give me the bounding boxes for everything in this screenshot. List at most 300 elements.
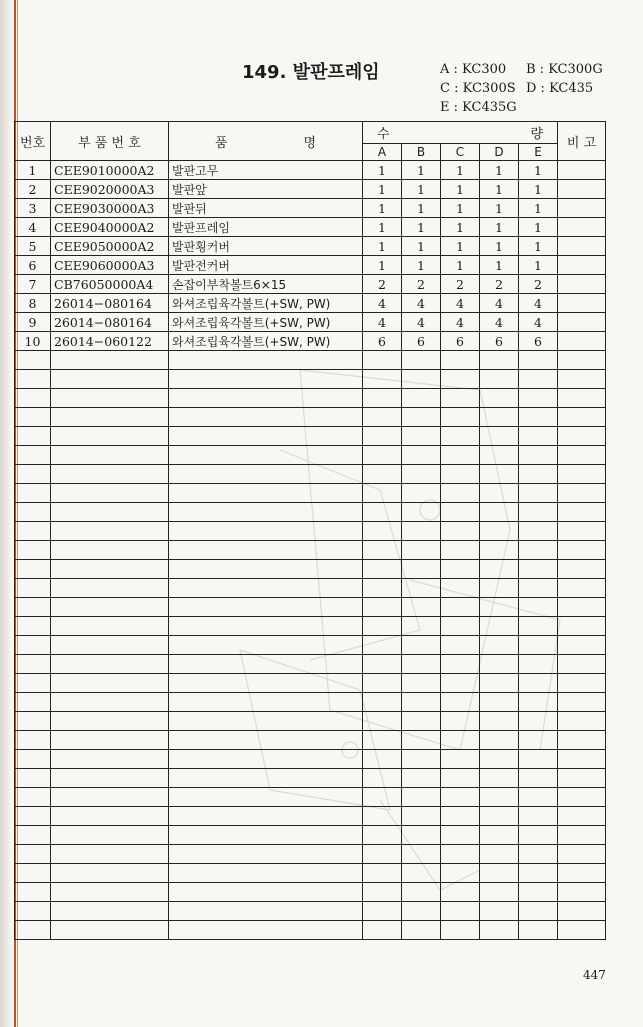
cell-name	[169, 750, 363, 769]
cell-remarks	[558, 636, 606, 655]
cell-no	[15, 446, 51, 465]
cell-qty-e	[519, 712, 558, 731]
cell-remarks	[558, 427, 606, 446]
cell-name: 발판프레임	[169, 218, 363, 237]
table-row-empty	[15, 446, 606, 465]
table-row-empty	[15, 484, 606, 503]
cell-qty-b	[402, 883, 441, 902]
cell-qty-c	[441, 389, 480, 408]
cell-qty-c	[441, 370, 480, 389]
cell-remarks	[558, 275, 606, 294]
cell-qty-a: 1	[363, 256, 402, 275]
cell-no	[15, 883, 51, 902]
cell-part-no	[51, 579, 169, 598]
cell-qty-e	[519, 579, 558, 598]
cell-part-no	[51, 598, 169, 617]
cell-qty-a	[363, 465, 402, 484]
table-row-empty	[15, 902, 606, 921]
cell-qty-e	[519, 769, 558, 788]
cell-part-no: CEE9060000A3	[51, 256, 169, 275]
cell-name: 발판전커버	[169, 256, 363, 275]
cell-qty-d: 1	[480, 218, 519, 237]
cell-no	[15, 731, 51, 750]
cell-qty-a	[363, 617, 402, 636]
cell-part-no	[51, 427, 169, 446]
cell-part-no: CB76050000A4	[51, 275, 169, 294]
cell-remarks	[558, 826, 606, 845]
cell-remarks	[558, 294, 606, 313]
cell-no: 1	[15, 161, 51, 180]
cell-qty-d: 1	[480, 180, 519, 199]
cell-qty-e	[519, 408, 558, 427]
cell-qty-e	[519, 446, 558, 465]
cell-no	[15, 769, 51, 788]
table-row-empty	[15, 845, 606, 864]
cell-qty-d	[480, 446, 519, 465]
cell-qty-b	[402, 750, 441, 769]
cell-qty-b	[402, 636, 441, 655]
cell-qty-c	[441, 807, 480, 826]
cell-qty-b	[402, 826, 441, 845]
cell-no	[15, 693, 51, 712]
cell-remarks	[558, 674, 606, 693]
cell-qty-a	[363, 370, 402, 389]
cell-qty-b: 1	[402, 237, 441, 256]
header-part-no: 부 품 번 호	[51, 122, 169, 161]
table-row-empty	[15, 370, 606, 389]
table-row	[15, 161, 606, 180]
cell-qty-c: 6	[441, 332, 480, 351]
cell-qty-b	[402, 427, 441, 446]
cell-part-no	[51, 541, 169, 560]
cell-name	[169, 579, 363, 598]
cell-qty-a	[363, 788, 402, 807]
cell-part-no	[51, 484, 169, 503]
cell-qty-c	[441, 883, 480, 902]
cell-qty-a: 4	[363, 294, 402, 313]
cell-qty-a	[363, 693, 402, 712]
table-row-empty	[15, 598, 606, 617]
cell-qty-a: 6	[363, 332, 402, 351]
cell-remarks	[558, 446, 606, 465]
cell-name	[169, 902, 363, 921]
cell-qty-e	[519, 522, 558, 541]
cell-name	[169, 769, 363, 788]
cell-qty-a	[363, 864, 402, 883]
cell-qty-d	[480, 370, 519, 389]
cell-part-no: 26014−080164	[51, 294, 169, 313]
cell-part-no	[51, 807, 169, 826]
cell-name	[169, 693, 363, 712]
cell-qty-e	[519, 636, 558, 655]
cell-qty-e	[519, 788, 558, 807]
cell-qty-d	[480, 522, 519, 541]
cell-qty-c	[441, 693, 480, 712]
cell-name	[169, 446, 363, 465]
cell-qty-a	[363, 921, 402, 940]
cell-qty-d	[480, 674, 519, 693]
cell-qty-e	[519, 370, 558, 389]
cell-qty-c	[441, 788, 480, 807]
cell-qty-b	[402, 370, 441, 389]
cell-name	[169, 598, 363, 617]
cell-part-no	[51, 446, 169, 465]
cell-qty-e	[519, 921, 558, 940]
cell-qty-c	[441, 484, 480, 503]
cell-qty-c: 1	[441, 180, 480, 199]
table-row	[15, 199, 606, 218]
header-name	[169, 122, 363, 161]
cell-qty-c	[441, 655, 480, 674]
model-legend-c: C : KC300S	[440, 81, 516, 96]
cell-part-no	[51, 883, 169, 902]
cell-qty-e	[519, 541, 558, 560]
table-row	[15, 218, 606, 237]
cell-qty-d	[480, 389, 519, 408]
cell-qty-e	[519, 617, 558, 636]
cell-no	[15, 541, 51, 560]
cell-qty-a	[363, 769, 402, 788]
model-legend-e: E : KC435G	[440, 100, 517, 115]
cell-qty-c	[441, 712, 480, 731]
cell-qty-a	[363, 522, 402, 541]
cell-qty-b	[402, 522, 441, 541]
table-row-empty	[15, 389, 606, 408]
table-row-empty	[15, 465, 606, 484]
cell-no: 8	[15, 294, 51, 313]
cell-name	[169, 807, 363, 826]
cell-part-no: CEE9020000A3	[51, 180, 169, 199]
cell-qty-b	[402, 617, 441, 636]
cell-part-no	[51, 845, 169, 864]
table-row-empty	[15, 541, 606, 560]
cell-qty-b	[402, 807, 441, 826]
cell-no	[15, 522, 51, 541]
cell-remarks	[558, 256, 606, 275]
header-remarks: 비 고	[558, 122, 606, 161]
cell-qty-d	[480, 655, 519, 674]
cell-qty-d	[480, 693, 519, 712]
cell-qty-b: 4	[402, 294, 441, 313]
cell-no	[15, 408, 51, 427]
cell-qty-e: 2	[519, 275, 558, 294]
cell-qty-a	[363, 560, 402, 579]
header-name-left: 품	[214, 135, 228, 151]
cell-part-no	[51, 750, 169, 769]
cell-qty-a: 1	[363, 199, 402, 218]
cell-qty-c	[441, 465, 480, 484]
table-body	[15, 161, 606, 940]
header-qty-a: A	[363, 144, 402, 161]
cell-qty-a: 1	[363, 237, 402, 256]
cell-qty-d	[480, 921, 519, 940]
cell-qty-b: 4	[402, 313, 441, 332]
cell-remarks	[558, 503, 606, 522]
cell-no	[15, 712, 51, 731]
cell-qty-d	[480, 579, 519, 598]
cell-qty-a	[363, 712, 402, 731]
cell-qty-b	[402, 845, 441, 864]
cell-part-no	[51, 674, 169, 693]
cell-qty-d: 1	[480, 237, 519, 256]
cell-part-no: CEE9050000A2	[51, 237, 169, 256]
table-row-empty	[15, 427, 606, 446]
table-row-empty	[15, 731, 606, 750]
cell-qty-e	[519, 731, 558, 750]
cell-no	[15, 484, 51, 503]
cell-no	[15, 921, 51, 940]
cell-part-no	[51, 731, 169, 750]
cell-qty-b	[402, 693, 441, 712]
cell-qty-d	[480, 351, 519, 370]
cell-qty-b: 6	[402, 332, 441, 351]
cell-qty-c	[441, 921, 480, 940]
table-row-empty	[15, 522, 606, 541]
cell-qty-b	[402, 560, 441, 579]
cell-no	[15, 902, 51, 921]
cell-remarks	[558, 408, 606, 427]
cell-qty-b: 1	[402, 218, 441, 237]
cell-qty-d: 4	[480, 313, 519, 332]
cell-qty-d: 1	[480, 199, 519, 218]
table-row-empty	[15, 617, 606, 636]
cell-qty-a	[363, 750, 402, 769]
cell-no	[15, 503, 51, 522]
cell-remarks	[558, 845, 606, 864]
cell-qty-c: 1	[441, 256, 480, 275]
cell-qty-a	[363, 484, 402, 503]
table-row-empty	[15, 351, 606, 370]
header-no: 번호	[15, 122, 51, 161]
cell-part-no	[51, 370, 169, 389]
cell-qty-b: 1	[402, 161, 441, 180]
table-row	[15, 332, 606, 351]
cell-qty-b	[402, 503, 441, 522]
cell-qty-e	[519, 750, 558, 769]
cell-name	[169, 408, 363, 427]
cell-name	[169, 655, 363, 674]
cell-remarks	[558, 560, 606, 579]
cell-name	[169, 389, 363, 408]
table-row	[15, 256, 606, 275]
cell-qty-e: 1	[519, 218, 558, 237]
cell-qty-e	[519, 503, 558, 522]
cell-qty-e: 4	[519, 294, 558, 313]
cell-no	[15, 750, 51, 769]
cell-name	[169, 883, 363, 902]
cell-qty-e	[519, 902, 558, 921]
cell-remarks	[558, 769, 606, 788]
cell-part-no	[51, 769, 169, 788]
table-row-empty	[15, 636, 606, 655]
cell-name	[169, 864, 363, 883]
cell-qty-a	[363, 579, 402, 598]
cell-part-no: CEE9010000A2	[51, 161, 169, 180]
cell-qty-e	[519, 864, 558, 883]
cell-name: 발판횡커버	[169, 237, 363, 256]
cell-remarks	[558, 484, 606, 503]
cell-name	[169, 370, 363, 389]
cell-remarks	[558, 864, 606, 883]
cell-part-no	[51, 503, 169, 522]
cell-remarks	[558, 731, 606, 750]
cell-no	[15, 636, 51, 655]
cell-part-no: 26014−060122	[51, 332, 169, 351]
header-qty-c: C	[441, 144, 480, 161]
cell-qty-e	[519, 560, 558, 579]
cell-remarks	[558, 921, 606, 940]
cell-part-no: CEE9040000A2	[51, 218, 169, 237]
cell-qty-c	[441, 674, 480, 693]
table-row-empty	[15, 826, 606, 845]
header-qty-d: D	[480, 144, 519, 161]
parts-table	[14, 121, 606, 940]
cell-part-no	[51, 617, 169, 636]
cell-no	[15, 617, 51, 636]
cell-qty-a	[363, 674, 402, 693]
cell-qty-e	[519, 351, 558, 370]
table-row-empty	[15, 788, 606, 807]
cell-part-no	[51, 921, 169, 940]
cell-qty-c	[441, 598, 480, 617]
table-row	[15, 237, 606, 256]
cell-remarks	[558, 465, 606, 484]
cell-qty-c	[441, 826, 480, 845]
cell-qty-e	[519, 883, 558, 902]
cell-no	[15, 807, 51, 826]
cell-qty-e	[519, 427, 558, 446]
cell-qty-c	[441, 845, 480, 864]
cell-remarks	[558, 541, 606, 560]
cell-qty-c: 1	[441, 199, 480, 218]
cell-qty-e: 1	[519, 180, 558, 199]
cell-qty-d	[480, 560, 519, 579]
cell-part-no	[51, 560, 169, 579]
table-row	[15, 313, 606, 332]
cell-remarks	[558, 807, 606, 826]
cell-qty-a	[363, 503, 402, 522]
cell-qty-a	[363, 389, 402, 408]
cell-part-no	[51, 655, 169, 674]
cell-name: 손잡이부착볼트6×15	[169, 275, 363, 294]
cell-no	[15, 370, 51, 389]
cell-qty-c	[441, 579, 480, 598]
cell-remarks	[558, 598, 606, 617]
cell-qty-d	[480, 731, 519, 750]
cell-name	[169, 712, 363, 731]
cell-remarks	[558, 351, 606, 370]
cell-qty-e	[519, 693, 558, 712]
cell-no: 10	[15, 332, 51, 351]
cell-qty-d	[480, 465, 519, 484]
cell-no: 3	[15, 199, 51, 218]
cell-qty-c: 4	[441, 294, 480, 313]
table-row-empty	[15, 693, 606, 712]
cell-qty-b	[402, 598, 441, 617]
cell-qty-c: 1	[441, 237, 480, 256]
cell-remarks	[558, 522, 606, 541]
header-qty-e: E	[519, 144, 558, 161]
cell-qty-c: 4	[441, 313, 480, 332]
cell-remarks	[558, 788, 606, 807]
cell-qty-c	[441, 522, 480, 541]
cell-qty-a	[363, 807, 402, 826]
cell-qty-a	[363, 845, 402, 864]
cell-qty-d	[480, 484, 519, 503]
cell-qty-a	[363, 427, 402, 446]
cell-no	[15, 560, 51, 579]
page-title: 149. 발판프레임	[242, 62, 380, 83]
cell-qty-e	[519, 484, 558, 503]
cell-part-no	[51, 902, 169, 921]
cell-name	[169, 636, 363, 655]
model-legend-b: B : KC300G	[526, 62, 603, 77]
cell-remarks	[558, 161, 606, 180]
cell-name	[169, 503, 363, 522]
cell-part-no	[51, 693, 169, 712]
cell-qty-b	[402, 484, 441, 503]
cell-no	[15, 788, 51, 807]
cell-remarks	[558, 883, 606, 902]
cell-no	[15, 427, 51, 446]
cell-qty-a	[363, 541, 402, 560]
table-row-empty	[15, 579, 606, 598]
cell-qty-b: 1	[402, 256, 441, 275]
cell-remarks	[558, 218, 606, 237]
cell-remarks	[558, 370, 606, 389]
cell-qty-e	[519, 674, 558, 693]
cell-qty-d	[480, 845, 519, 864]
cell-qty-b	[402, 465, 441, 484]
table-row-empty	[15, 769, 606, 788]
cell-qty-c	[441, 769, 480, 788]
cell-no: 6	[15, 256, 51, 275]
cell-name: 와셔조립육각볼트(+SW, PW)	[169, 332, 363, 351]
table-row	[15, 294, 606, 313]
header-quantity-left: 수	[377, 127, 390, 142]
cell-qty-b	[402, 579, 441, 598]
cell-qty-a	[363, 655, 402, 674]
cell-name	[169, 731, 363, 750]
cell-qty-d	[480, 826, 519, 845]
cell-name	[169, 484, 363, 503]
cell-qty-d	[480, 788, 519, 807]
cell-qty-e: 1	[519, 237, 558, 256]
cell-part-no	[51, 636, 169, 655]
cell-qty-e: 1	[519, 199, 558, 218]
cell-remarks	[558, 332, 606, 351]
cell-qty-a: 1	[363, 161, 402, 180]
cell-qty-a	[363, 351, 402, 370]
cell-qty-c	[441, 864, 480, 883]
model-legend-d: D : KC435	[526, 81, 594, 96]
cell-qty-c	[441, 560, 480, 579]
cell-qty-e	[519, 845, 558, 864]
cell-name	[169, 560, 363, 579]
cell-qty-b	[402, 541, 441, 560]
cell-qty-a: 2	[363, 275, 402, 294]
cell-qty-e: 1	[519, 161, 558, 180]
cell-qty-d: 1	[480, 161, 519, 180]
header-quantity-right: 량	[530, 127, 544, 142]
cell-qty-d	[480, 807, 519, 826]
cell-qty-b	[402, 902, 441, 921]
cell-qty-c	[441, 408, 480, 427]
cell-qty-d	[480, 769, 519, 788]
cell-qty-a	[363, 902, 402, 921]
cell-qty-c	[441, 636, 480, 655]
cell-qty-a: 4	[363, 313, 402, 332]
